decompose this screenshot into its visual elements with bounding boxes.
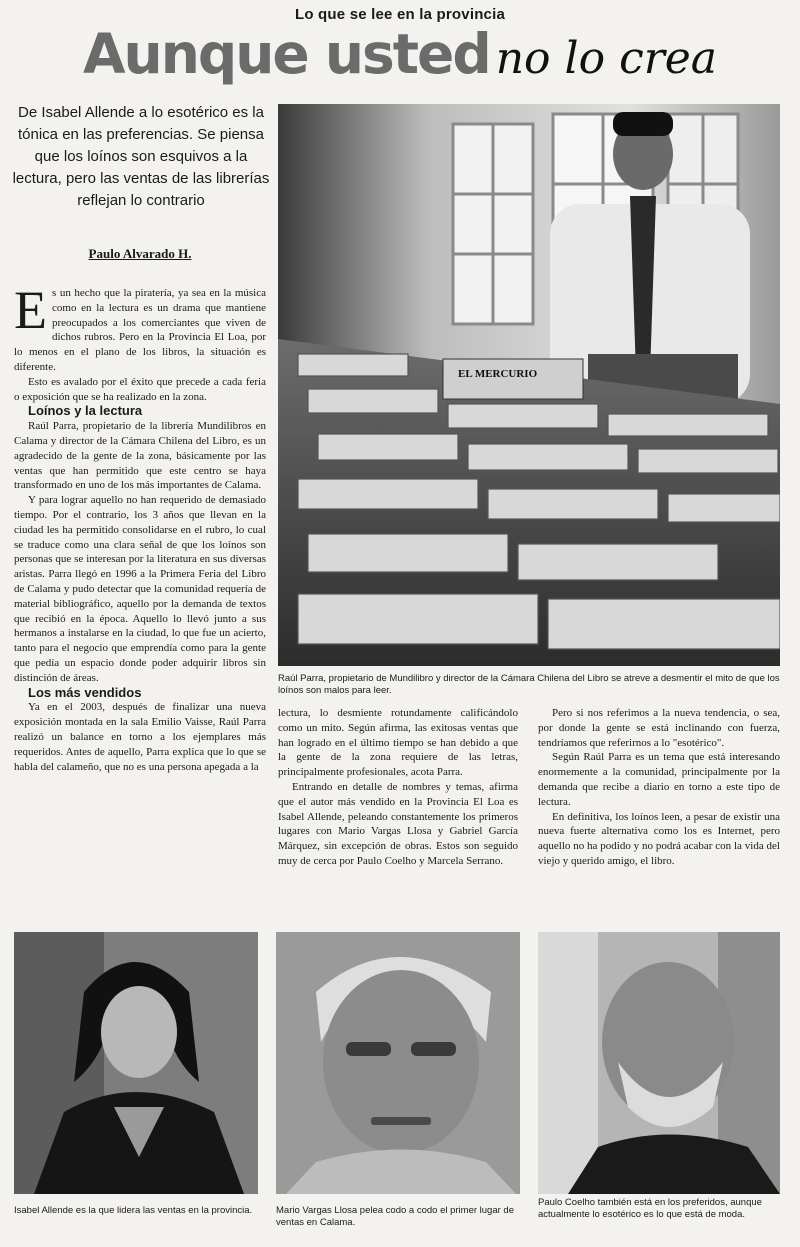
article-column-3 bbox=[538, 706, 780, 869]
article-column-2 bbox=[278, 706, 518, 869]
headline-italic: no lo crea bbox=[495, 33, 718, 84]
paragraph: Esto es avalado por el éxito que precede a cada feria o exposición que se ha realizado en la zona. bbox=[14, 375, 266, 403]
paragraph: Y para lograr aquello no han requerido de demasiado tiempo. Por el contrario, los 3 años que llevan en la ciudad les ha permitido consolidarse en el rubro, lo cual se traduce como una clara señal de que los loínos son personas que se interesan por la literatura en sus diversas aristas. Parra llegó en 1996 a la Primera Feria del Libro de Calama y pudo detectar que la comunidad requería de material bibliográfico, aquello por la demanda de textos que recibió en la época. Aquello lo llevó junto a sus hermanos a instalarse en la ciudad, lo que fue un acierto, tanto para el negocio que emprendía como para la gente que pedía un espacio donde poder adquirir libros sin distinción de áreas. bbox=[14, 494, 266, 684]
portrait-photo-allende bbox=[14, 932, 258, 1194]
paragraph: lectura, lo desmiente rotundamente calificándolo como un mito. Según afirma, las exitosas ventas que han logrado en el último tiempo se han debido a que la gente de la zona requiere de las letras, principalmente profesionales, acota Parra. bbox=[278, 707, 518, 779]
main-photo-caption: Raúl Parra, propietario de Mundilibro y director de la Cámara Chilena del Libro se atreve a desmentir el mito de que los loínos son malos para leer. bbox=[278, 673, 780, 696]
paragraph: Raúl Parra, propietario de la librería Mundilibros en Calama y director de la Cámara Chilena del Libro, es un agradecido de la gente de la zona, básicamente por las ventas que han permitido que este centro se haya transformado en uno de los más importantes de Calama. bbox=[14, 420, 266, 492]
paragraph: Según Raúl Parra es un tema que está interesando enormemente a la comunidad, principalmente por la demanda que recibe a diario en torno a este tipo de lectura. bbox=[538, 751, 780, 808]
paragraph: En definitiva, los loínos leen, a pesar de existir una nueva fuerte alternativa como los es Internet, pero aquello no ha podido y no podrá acabar con la vida del viejo y querido amigo, el libro. bbox=[538, 810, 780, 867]
newspaper-label: EL MERCURIO bbox=[458, 368, 538, 380]
article-column-1 bbox=[14, 280, 266, 774]
dropcap: E bbox=[14, 280, 47, 340]
paragraph: Ya en el 2003, después de finalizar una nueva exposición montada en la sala Emilio Vaisse, Raúl Parra realizó un balance en torno a los ejemplares más requeridos. Antes de aquello, Parra explica que lo que se habla del calameño, que no es una persona apegada a la bbox=[14, 701, 266, 773]
paragraph: s un hecho que la piratería, ya sea en la música como en la lectura es un drama que mantiene preocupados a los comerciantes que viven de dichos rubros. Pero en la Provincia El Loa, por lo menos en el plano de los libros, la situación es diferente. bbox=[14, 287, 266, 373]
headline bbox=[0, 22, 800, 86]
byline: Paulo Alvarado H. bbox=[88, 246, 192, 261]
portrait-photo-coelho bbox=[538, 932, 780, 1194]
subheading: Los más vendidos bbox=[28, 684, 142, 700]
portrait-caption-vargas-llosa: Mario Vargas Llosa pelea codo a codo el primer lugar de ventas en Calama. bbox=[276, 1205, 514, 1228]
portrait-caption-allende: Isabel Allende es la que lidera las ventas en la provincia. bbox=[14, 1205, 253, 1216]
lead-paragraph: De Isabel Allende a lo esotérico es la tónica en las preferencias. Se piensa que los loínos son esquivos a la lectura, pero las ventas de las librerías reflejan lo contrario bbox=[12, 104, 270, 209]
headline-main: Aunque usted bbox=[82, 22, 490, 86]
section-kicker: Lo que se lee en la provincia bbox=[294, 6, 506, 23]
paragraph: Pero si nos referimos a la nueva tendencia, o sea, por donde la gente se está inclinando con fuerza, tendríamos que referirnos a lo "esotérico". bbox=[538, 707, 780, 749]
main-photo bbox=[278, 104, 780, 666]
portrait-photo-vargas-llosa bbox=[276, 932, 520, 1194]
subheading: Loínos y la lectura bbox=[28, 403, 143, 419]
paragraph: Entrando en detalle de nombres y temas, afirma que el autor más vendido en la Provincia El Loa es Isabel Allende, peleando constantemente los primeros lugares con Mario Vargas Llosa y Gabriel García Márquez, sin excepción de obras. Estos son seguido muy de cerca por Paulo Coelho y Marcela Serrano. bbox=[278, 780, 518, 867]
portrait-caption-coelho: Paulo Coelho también está en los preferidos, aunque actualmente lo esotérico es lo que está de moda. bbox=[538, 1197, 762, 1220]
